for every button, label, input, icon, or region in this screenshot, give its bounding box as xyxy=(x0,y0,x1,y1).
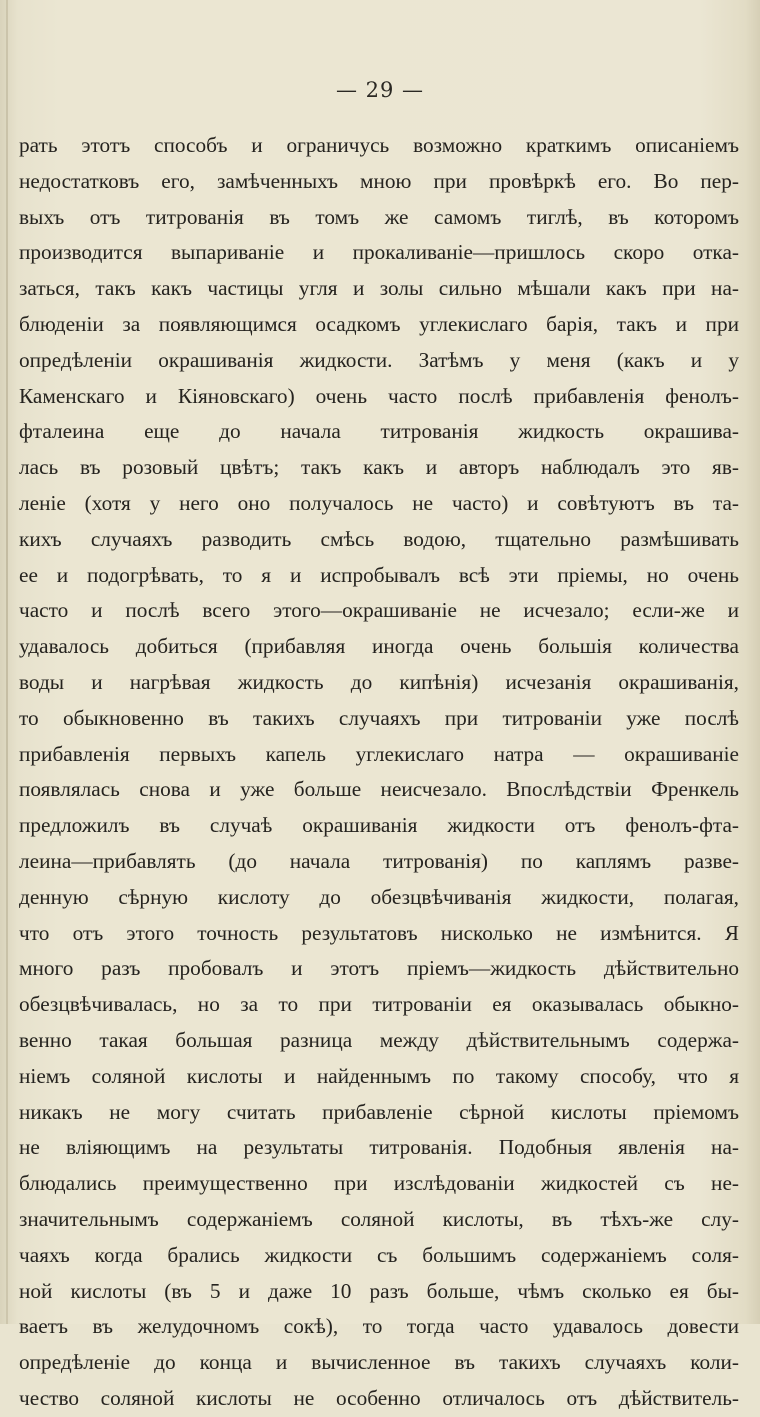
text-line: опредѣленіе до конца и вычисленное въ такихъ случаяхъ коли- xyxy=(19,1350,739,1375)
text-line: леніе (хотя у него оно получалось не часто) и совѣтуютъ въ та- xyxy=(19,490,739,515)
binding-gutter xyxy=(6,0,8,1324)
text-line: лась въ розовый цвѣтъ; такъ какъ и авторъ наблюдалъ это яв- xyxy=(19,455,739,480)
text-line: удавалось добиться (прибавляя иногда очень большія количества xyxy=(19,634,739,659)
text-line: недостатковъ его, замѣченныхъ мною при провѣркѣ его. Во пер- xyxy=(19,168,739,193)
text-line: ваетъ въ желудочномъ сокѣ), то тогда часто удавалось довести xyxy=(19,1314,739,1339)
text-line: прибавленія первыхъ капель углекислаго натра — окрашиваніе xyxy=(19,741,739,766)
text-line: блюдались преимущественно при изслѣдованіи жидкостей съ не- xyxy=(19,1171,739,1196)
text-line: блюденіи за появляющимся осадкомъ углекислаго барія, такъ и при xyxy=(19,311,739,336)
text-line: Каменскаго и Кіяновскаго) очень часто послѣ прибавленія фенолъ- xyxy=(19,383,739,408)
text-line: венно такая большая разница между дѣйствительнымъ содержа- xyxy=(19,1027,739,1052)
text-line: то обыкновенно въ такихъ случаяхъ при титрованіи уже послѣ xyxy=(19,705,739,730)
text-line: кихъ случаяхъ разводить смѣсь водою, тщательно размѣшивать xyxy=(19,526,739,551)
text-line: рать этотъ способъ и ограничусь возможно краткимъ описаніемъ xyxy=(19,133,739,157)
text-line: появлялась снова и уже больше неисчезало. Впослѣдствіи Френкель xyxy=(19,777,739,802)
text-line: много разъ пробовалъ и этотъ пріемъ—жидкость дѣйствительно xyxy=(19,956,739,981)
text-line: производится выпариваніе и прокаливаніе—пришлось скоро отка- xyxy=(19,240,739,265)
text-line: ной кислоты (въ 5 и даже 10 разъ больше, чѣмъ сколько ея бы- xyxy=(19,1278,739,1303)
text-line: заться, такъ какъ частицы угля и золы сильно мѣшали какъ при на- xyxy=(19,276,739,301)
text-line: чество соляной кислоты не особенно отличалось отъ дѣйствитель- xyxy=(19,1385,739,1410)
text-line: что отъ этого точность результатовъ нисколько не измѣнится. Я xyxy=(19,920,739,945)
text-line: ее и подогрѣвать, то я и испробывалъ всѣ эти пріемы, но очень xyxy=(19,562,739,587)
text-line: выхъ отъ титрованія въ томъ же самомъ тиглѣ, въ которомъ xyxy=(19,204,739,229)
text-line: опредѣленіи окрашиванія жидкости. Затѣмъ у меня (какъ и у xyxy=(19,347,739,372)
text-line: обезцвѣчивалась, но за то при титрованіи ея оказывалась обыкно- xyxy=(19,992,739,1017)
text-line: не вліяющимъ на результаты титрованія. Подобныя явленія на- xyxy=(19,1135,739,1160)
text-line: предложилъ въ случаѣ окрашиванія жидкости отъ фенолъ-фта- xyxy=(19,813,739,838)
text-line: воды и нагрѣвая жидкость до кипѣнія) исчезанія окрашиванія, xyxy=(19,669,739,694)
text-line: часто и послѣ всего этого—окрашиваніе не исчезало; если-же и xyxy=(19,598,739,623)
text-line: денную сѣрную кислоту до обезцвѣчиванія жидкости, полагая, xyxy=(19,884,739,909)
text-line: чаяхъ когда брались жидкости съ большимъ содержаніемъ соля- xyxy=(19,1242,739,1267)
text-line: никакъ не могу считать прибавленіе сѣрной кислоты пріемомъ xyxy=(19,1099,739,1124)
text-line: ніемъ соляной кислоты и найденнымъ по такому способу, что я xyxy=(19,1063,739,1088)
text-line: фталеина еще до начала титрованія жидкость окрашива- xyxy=(19,419,739,444)
text-line: значительнымъ содержаніемъ соляной кислоты, въ тѣхъ-же слу- xyxy=(19,1206,739,1231)
body-text xyxy=(19,128,739,1417)
page-number: — 29 — xyxy=(335,78,425,102)
text-line: леина—прибавлять (до начала титрованія) по каплямъ разве- xyxy=(19,848,739,873)
